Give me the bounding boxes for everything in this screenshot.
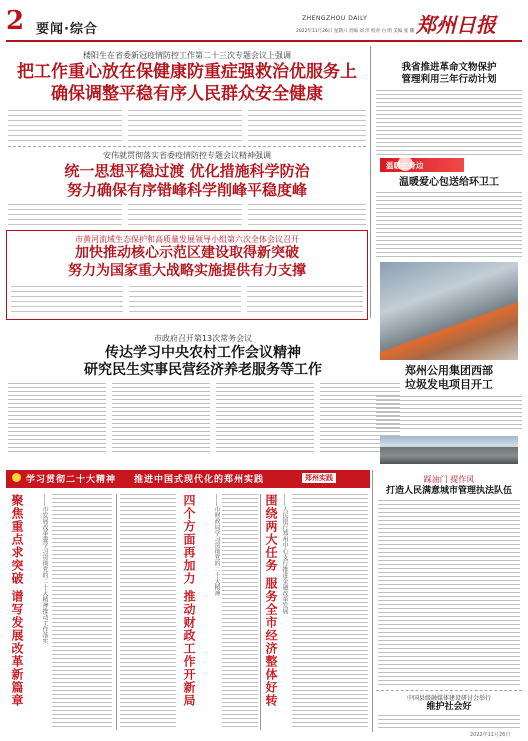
column-divider [370,46,371,318]
story2-headline-1: 统一思想平稳过渡 优化措施科学防治 [64,162,310,180]
story2-body-col3 [248,204,366,226]
right-story-e-title-1: 中国县级融媒体建设研讨会举行 [406,695,491,702]
feature-col2-title: 四个方面再加力 推动财政工作开新局 [182,494,196,708]
right-story-b-body [376,192,522,258]
story3-headline-1: 加快推动核心示范区建设取得新突破 [75,245,299,261]
story2-body-col1 [8,204,122,226]
lead-body-col2 [128,110,242,142]
masthead [6,6,522,44]
lead-headline-2: 确保调整平稳有序人民群众安全健康 [51,84,323,104]
column-divider [372,470,373,732]
feature-band-center: 推进中国式现代化的郑州实践 [134,475,265,485]
divider [8,146,366,147]
divider [116,494,117,730]
warm-banner-text: 温暖在身边 [386,161,424,170]
right-story-c-title-2: 垃圾发电项目开工 [405,378,493,391]
right-story-d-kicker: 踩油门 提作风 [423,475,475,484]
feature-col2-subtitle: ——市财政局学习贯彻党的二十大精神 [213,494,220,596]
page-name: 要闻·综合 [36,22,98,37]
footer-date: 2022年11月26日 [470,732,511,738]
feature-col2-body-b [222,494,258,730]
party-emblem-icon [12,473,21,482]
lead-body-col3 [248,110,366,142]
right-story-e-body [378,715,520,729]
story4-kicker: 市政府召开第13次常务会议 [153,334,253,343]
warm-banner [380,158,464,172]
story3-body-col3 [247,286,363,316]
story3-body-col1 [11,286,123,316]
right-story-a-title-2: 管理利用三年行动计划 [401,74,497,85]
lead-headline-1: 把工作重心放在保健康防重症强救治优服务上 [17,62,357,82]
right-story-d-title: 打造人民满意城市管理执法队伍 [385,486,512,496]
right-story-a-title-1: 我省推进革命文物保护 [401,62,497,73]
feature-col1-subtitle: ——市发展改革委学习贯彻党的二十大精神推动工作落实 [41,494,48,644]
feature-band [6,470,370,488]
story4-body-col3 [216,383,314,455]
feature-col3-body [292,494,368,730]
sanitation-worker-photo [380,262,518,360]
right-story-a-body [376,90,522,156]
feature-col1-title: 聚焦重点求突破 谱写发展改革新篇章 [10,494,24,708]
header-rule [6,40,522,42]
feature-col2-body-a [120,494,176,730]
divider [260,494,261,730]
right-story-e-title-2: 维护社会好 [426,702,472,712]
right-story-c-body [376,396,522,430]
story2-body-col2 [128,204,242,226]
header-meta: 2022年11月26日 星期六 责编 刘 洋 校对 白 明 美编 张 鹏 [296,29,415,34]
feature-band-title: 学习贯彻二十大精神 [26,475,117,485]
story4-headline-1: 传达学习中央农村工作会议精神 [105,345,301,361]
right-story-b-title: 温暖爱心包送给环卫工 [399,177,499,188]
feature-col1-body [52,494,112,730]
page-number: 2 [6,6,25,36]
feature-col3-title: 围绕两大任务 服务全市经济整体好转 [264,494,278,708]
story4-body-col1 [8,383,106,455]
story2-headline-2: 努力确保有序错峰科学削峰平稳度峰 [66,181,307,199]
right-story-d-body [378,500,520,686]
story4-headline-2: 研究民生实事民营经济养老服务等工作 [84,362,322,378]
story4-body-col2 [112,383,210,455]
right-story-c-title-1: 郑州公用集团西部 [405,364,493,377]
story3-headline-2: 努力为国家重大战略实施提供有力支撑 [68,263,306,279]
story3-body-col2 [129,286,241,316]
paper-english-name: ZHENGZHOU DAILY [302,15,368,22]
feature-band-tag: 郑州实践 [302,473,336,483]
feature-col3-subtitle: ——人民银行郑州中心支行推进金融改革发展 [281,494,288,614]
lead-kicker: 楼阳生在省委新冠疫情防控工作第二十三次专题会议上强调 [83,51,291,60]
story2-kicker: 安伟就贯彻落实省委疫情防控专题会议精神强调 [103,151,271,160]
divider [376,690,522,691]
story3-box [6,230,368,320]
construction-photo [380,436,518,464]
story3-kicker: 市黄河流域生态保护和高质量发展领导小组第六次全体会议召开 [75,235,299,244]
paper-logo: 郑州日报 [416,13,496,37]
lead-body-col1 [8,110,122,142]
